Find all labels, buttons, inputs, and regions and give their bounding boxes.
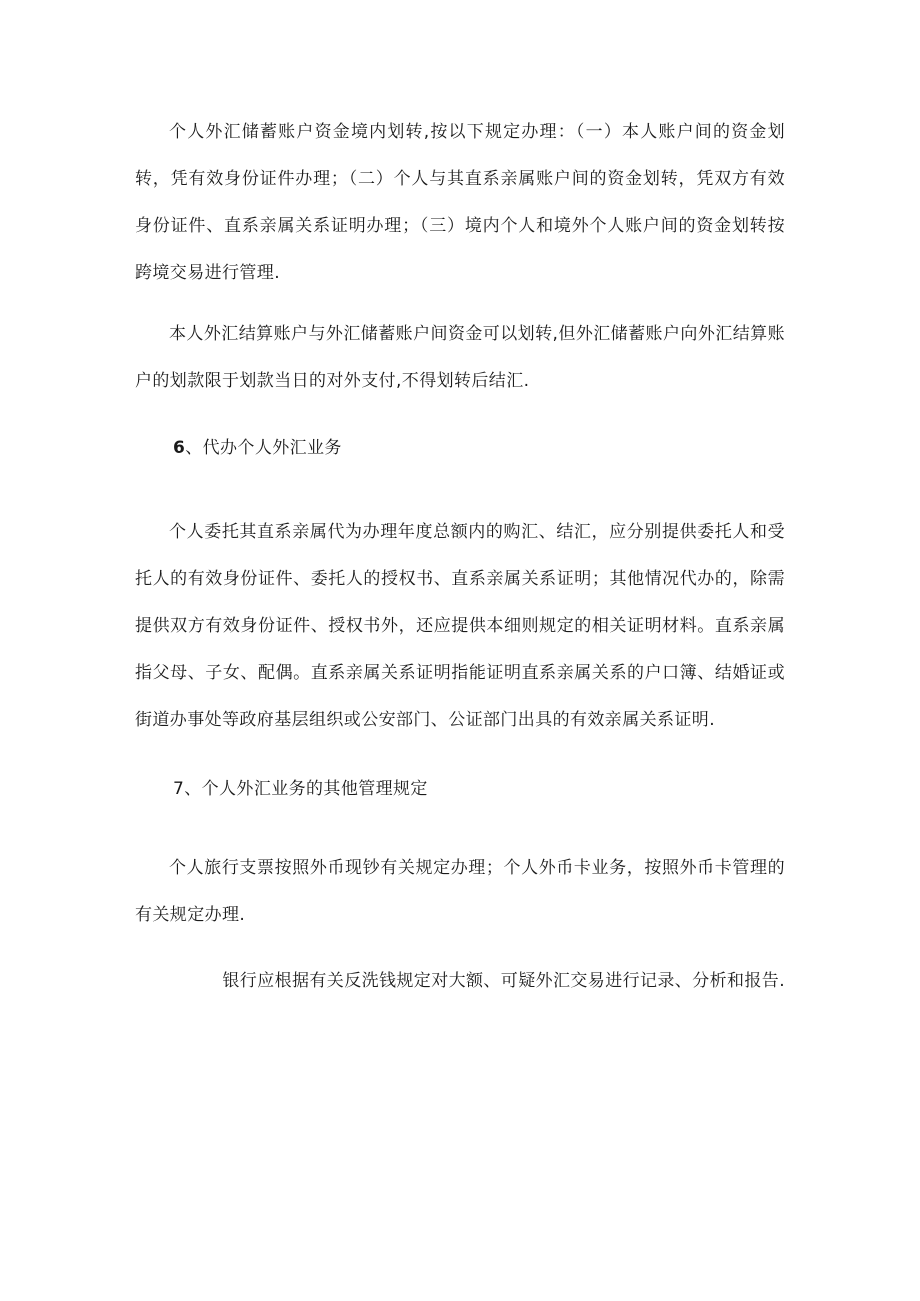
paragraph-travel-cheques-cards: 个人旅行支票按照外币现钞有关规定办理；个人外币卡业务，按照外币卡管理的有关规定办理. (135, 858, 785, 925)
paragraph-proxy-business: 个人委托其直系亲属代为办理年度总额内的购汇、结汇，应分别提供委托人和受托人的有效身份证件、委托人的授权书、直系亲属关系证明；其他情况代办的，除需提供双方有效身份证件、授权书外，还应提供本细则规定的相关证明材料。直系亲属指父母、子女、配偶。直系亲属关系证明指能证明直系亲属关系的户口簿、结婚证或街道办事处等政府基层组织或公安部门、公证部门出具的有效亲属关系证明. (135, 522, 785, 730)
paragraph-settlement-account-transfer: 本人外汇结算账户与外汇储蓄账户间资金可以划转,但外汇储蓄账户向外汇结算账户的划款限于划款当日的对外支付,不得划转后结汇. (135, 324, 785, 391)
section-title: 、代办个人外汇业务 (185, 438, 342, 458)
section-heading-7 (135, 774, 785, 804)
section-number: 7 (173, 779, 185, 799)
section-title: 、个人外汇业务的其他管理规定 (184, 779, 428, 799)
paragraph-savings-account-transfer: 个人外汇储蓄账户资金境内划转,按以下规定办理：（一）本人账户间的资金划转，凭有效身份证件办理；（二）个人与其直系亲属账户间的资金划转，凭双方有效身份证件、直系亲属关系证明办理；（三）境内个人和境外个人账户间的资金划转按跨境交易进行管理. (135, 122, 785, 283)
section-heading-6 (135, 433, 785, 463)
section-number: 6 (173, 438, 186, 458)
paragraph-anti-money-laundering: 银行应根据有关反洗钱规定对大额、可疑外汇交易进行记录、分析和报告. (222, 971, 785, 991)
